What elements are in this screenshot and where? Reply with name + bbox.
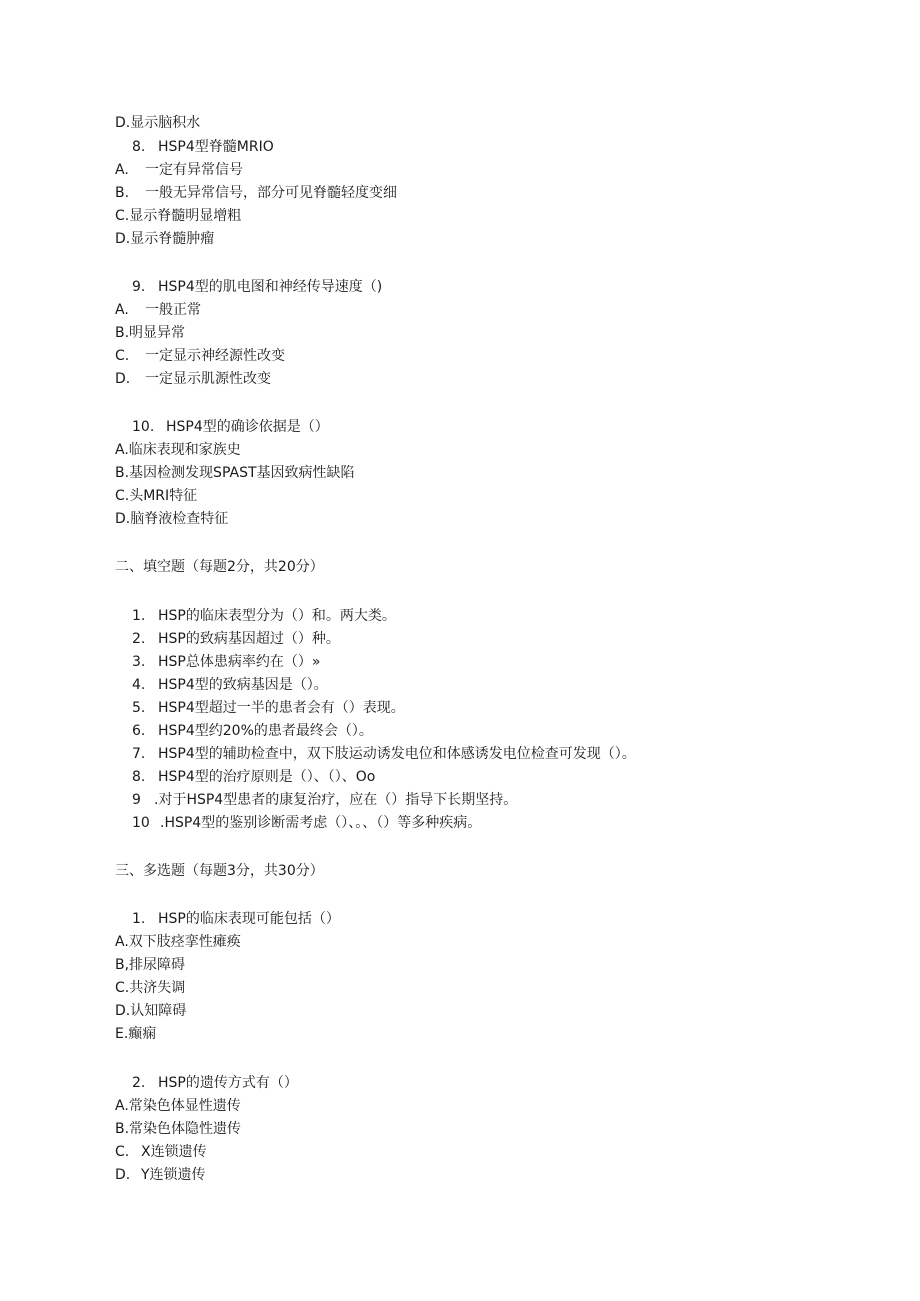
m2-option-b: B.常染色体隐性遗传 <box>115 1121 242 1137</box>
q9-option-a: A. 一般正常 <box>115 302 201 318</box>
question-text: HSP4型的肌电图和神经传导速度（) <box>158 279 383 295</box>
question-number: 8. <box>132 139 146 155</box>
fill-question-3: 3. HSP总体患病率约在（）» <box>132 654 321 670</box>
question-8 <box>132 137 274 157</box>
q7-option-d: D.显示脑积水 <box>115 115 201 131</box>
question-text: HSP4型的确诊依据是（） <box>166 419 329 435</box>
fill-question-6: 6. HSP4型约20%的患者最终会（）。 <box>132 723 373 739</box>
q8-option-b: B. 一般无异常信号，部分可见脊髓轻度变细 <box>115 185 397 201</box>
fill-question-1: 1. HSP的临床表型分为（）和。两大类。 <box>132 608 396 624</box>
q10-option-a: A.临床表现和家族史 <box>115 442 241 458</box>
m1-option-c: C.共济失调 <box>115 980 186 996</box>
q10-option-b: B.基因检测发现SPAST基因致病性缺陷 <box>115 465 355 481</box>
question-10 <box>132 417 329 437</box>
fill-question-8: 8. HSP4型的治疗原则是（）、（）、Oo <box>132 769 376 785</box>
q8-option-a: A. 一定有异常信号 <box>115 162 243 178</box>
q10-option-c: C.头MRI特征 <box>115 488 198 504</box>
q10-option-d: D.脑脊液检查特征 <box>115 511 229 527</box>
m1-option-d: D.认知障碍 <box>115 1003 187 1019</box>
m1-option-b: B,排尿障碍 <box>115 957 186 973</box>
q9-option-d: D. 一定显示肌源性改变 <box>115 371 271 387</box>
m2-option-c: C. X连锁遗传 <box>115 1144 207 1160</box>
question-9 <box>132 277 382 297</box>
multi-question-2: 2. HSP的遗传方式有（） <box>132 1075 298 1091</box>
multi-question-1: 1. HSP的临床表现可能包括（） <box>132 911 340 927</box>
q8-option-d: D.显示脊髓肿瘤 <box>115 231 215 247</box>
q8-option-c: C.显示脊髓明显增粗 <box>115 208 242 224</box>
question-text: HSP4型脊髓MRIO <box>158 139 274 155</box>
fill-question-9: 9 .对于HSP4型患者的康复治疗，应在（）指导下长期坚持。 <box>132 792 518 808</box>
section-heading-fill-blank: 二、填空题（每题2分，共20分） <box>115 559 324 575</box>
fill-question-4: 4. HSP4型的致病基因是（）。 <box>132 677 328 693</box>
q9-option-b: B.明显异常 <box>115 325 186 341</box>
section-heading-multiple-choice: 三、多选题（每题3分，共30分） <box>115 863 324 879</box>
question-number: 10. <box>132 419 155 435</box>
m1-option-a: A.双下肢痉挛性瘫痪 <box>115 934 241 950</box>
fill-question-7: 7. HSP4型的辅助检查中，双下肢运动诱发电位和体感诱发电位检查可发现（）。 <box>132 746 636 762</box>
m2-option-d: D. Y连锁遗传 <box>115 1167 206 1183</box>
fill-question-2: 2. HSP的致病基因超过（）种。 <box>132 631 340 647</box>
fill-question-5: 5. HSP4型超过一半的患者会有（）表现。 <box>132 700 405 716</box>
m2-option-a: A.常染色体显性遗传 <box>115 1098 241 1114</box>
m1-option-e: E.癫痫 <box>115 1026 157 1042</box>
question-number: 9. <box>132 279 146 295</box>
fill-question-10: 10 .HSP4型的鉴别诊断需考虑（）、。、（）等多种疾病。 <box>132 815 482 831</box>
q9-option-c: C. 一定显示神经源性改变 <box>115 348 285 364</box>
